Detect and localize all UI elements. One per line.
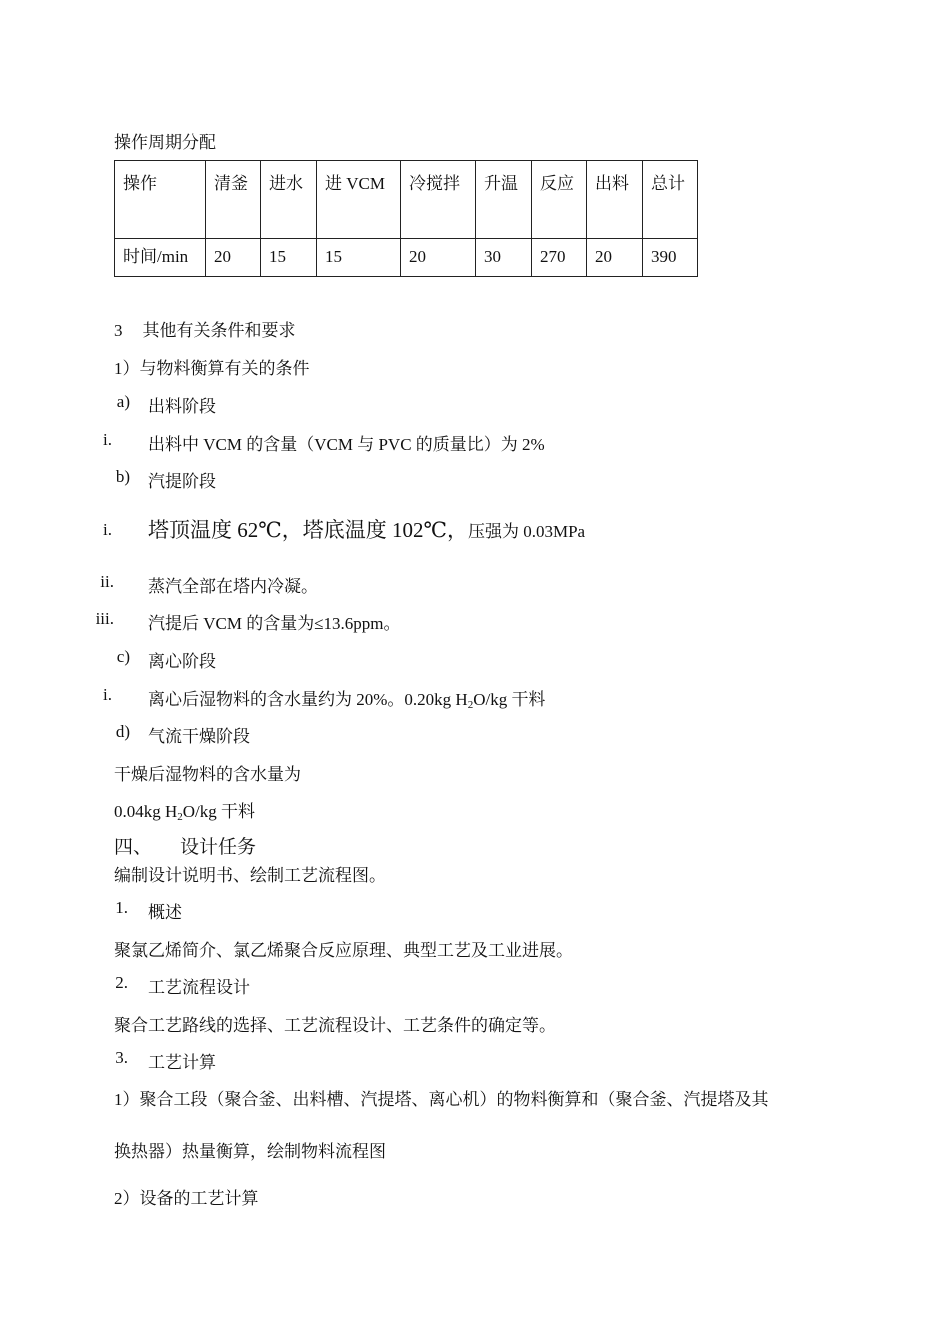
- list-item-text-small: 压强为 0.03MPa: [467, 522, 586, 541]
- table-header-cell: 反应: [532, 161, 587, 239]
- list-marker: 3.: [115, 1048, 128, 1067]
- list-marker: ii.: [100, 572, 114, 591]
- paragraph: 聚氯乙烯简介、氯乙烯聚合反应原理、典型工艺及工业进展。: [114, 941, 573, 960]
- list-marker: 2）: [114, 1189, 140, 1208]
- list-item-text: 汽提后 VCM 的含量为≤13.6ppm。: [148, 614, 401, 633]
- list-item: [114, 1085, 769, 1110]
- list-item-text-large: 塔顶温度 62℃，塔底温度 102℃，: [148, 518, 468, 542]
- table-cell: 15: [317, 239, 401, 277]
- list-item-text: 出料中 VCM 的含量（VCM 与 PVC 的质量比）为 2%: [148, 435, 545, 454]
- paragraph: 编制设计说明书、绘制工艺流程图。: [114, 866, 386, 885]
- list-item-text: [148, 685, 545, 711]
- table-header-cell: 冷搅拌: [401, 161, 476, 239]
- list-item-text: 工艺流程设计: [148, 978, 250, 997]
- list-item-text: 蒸汽全部在塔内冷凝。: [148, 577, 318, 596]
- table-cell: 20: [587, 239, 643, 277]
- paragraph: 换热器）热量衡算，绘制物料流程图: [114, 1142, 386, 1161]
- table-cell: 时间/min: [115, 239, 206, 277]
- list-marker: iii.: [95, 609, 114, 628]
- text-segment: 离心后湿物料的含水量约为 20%。0.20kg H: [148, 690, 468, 709]
- table-header-cell: 操作: [115, 161, 206, 239]
- subscript: 2: [467, 699, 474, 711]
- section-heading-text: 其他有关条件和要求: [142, 321, 296, 340]
- paragraph: [114, 797, 255, 823]
- text-segment: O/kg 干料: [473, 690, 546, 709]
- text-segment: O/kg 干料: [182, 802, 256, 821]
- table-header-cell: 进水: [261, 161, 317, 239]
- section-heading-4: [114, 832, 256, 859]
- list-marker: c): [116, 647, 130, 666]
- list-item-text: 工艺计算: [148, 1053, 216, 1072]
- list-item-text: 离心阶段: [148, 652, 216, 671]
- list-item-text: 聚合工段（聚合釜、出料槽、汽提塔、离心机）的物料衡算和（聚合釜、汽提塔及其: [139, 1090, 769, 1109]
- table-cell: 20: [401, 239, 476, 277]
- list-marker: 2.: [115, 973, 128, 992]
- paragraph: 干燥后湿物料的含水量为: [114, 765, 301, 784]
- list-item-text: 气流干燥阶段: [148, 727, 250, 746]
- table-cell: 30: [476, 239, 532, 277]
- list-marker: i.: [103, 430, 112, 449]
- table-cell: 20: [206, 239, 261, 277]
- table-header-row: [115, 161, 698, 239]
- subscript: 2: [177, 811, 183, 823]
- table-cell: 270: [532, 239, 587, 277]
- table-caption: 操作周期分配: [114, 133, 216, 152]
- table-header-cell: 进 VCM: [317, 161, 401, 239]
- list-marker: 1）: [114, 359, 140, 378]
- list-marker: i.: [103, 520, 112, 539]
- heading-text: 设计任务: [180, 837, 257, 858]
- list-marker: a): [116, 392, 130, 411]
- list-item-text: 出料阶段: [148, 397, 216, 416]
- list-item-text: 设备的工艺计算: [139, 1189, 259, 1208]
- text-segment: 0.04kg H: [114, 802, 178, 821]
- list-marker: 1.: [115, 898, 128, 917]
- table-header-cell: 清釜: [206, 161, 261, 239]
- list-item-text: 与物料衡算有关的条件: [139, 359, 310, 378]
- list-marker: i.: [103, 685, 112, 704]
- paragraph: 聚合工艺路线的选择、工艺流程设计、工艺条件的确定等。: [114, 1016, 556, 1035]
- table-header-cell: 升温: [476, 161, 532, 239]
- list-marker: b): [115, 467, 130, 486]
- table-header-cell: 出料: [587, 161, 643, 239]
- operation-cycle-table: [114, 160, 698, 277]
- list-item: [114, 1184, 259, 1209]
- table-row: [115, 239, 698, 277]
- section-heading-3: [114, 316, 296, 341]
- table-cell: 15: [261, 239, 317, 277]
- list-item-text: 汽提阶段: [148, 472, 216, 491]
- heading-marker: 四、: [114, 837, 153, 858]
- list-item-text: [148, 514, 585, 544]
- table-header-cell: 总计: [643, 161, 698, 239]
- list-marker: d): [115, 722, 130, 741]
- list-item: [114, 354, 310, 379]
- list-marker: 1）: [114, 1090, 140, 1109]
- list-marker: 3: [114, 321, 123, 340]
- table-cell: 390: [643, 239, 698, 277]
- list-item-text: 概述: [148, 903, 182, 922]
